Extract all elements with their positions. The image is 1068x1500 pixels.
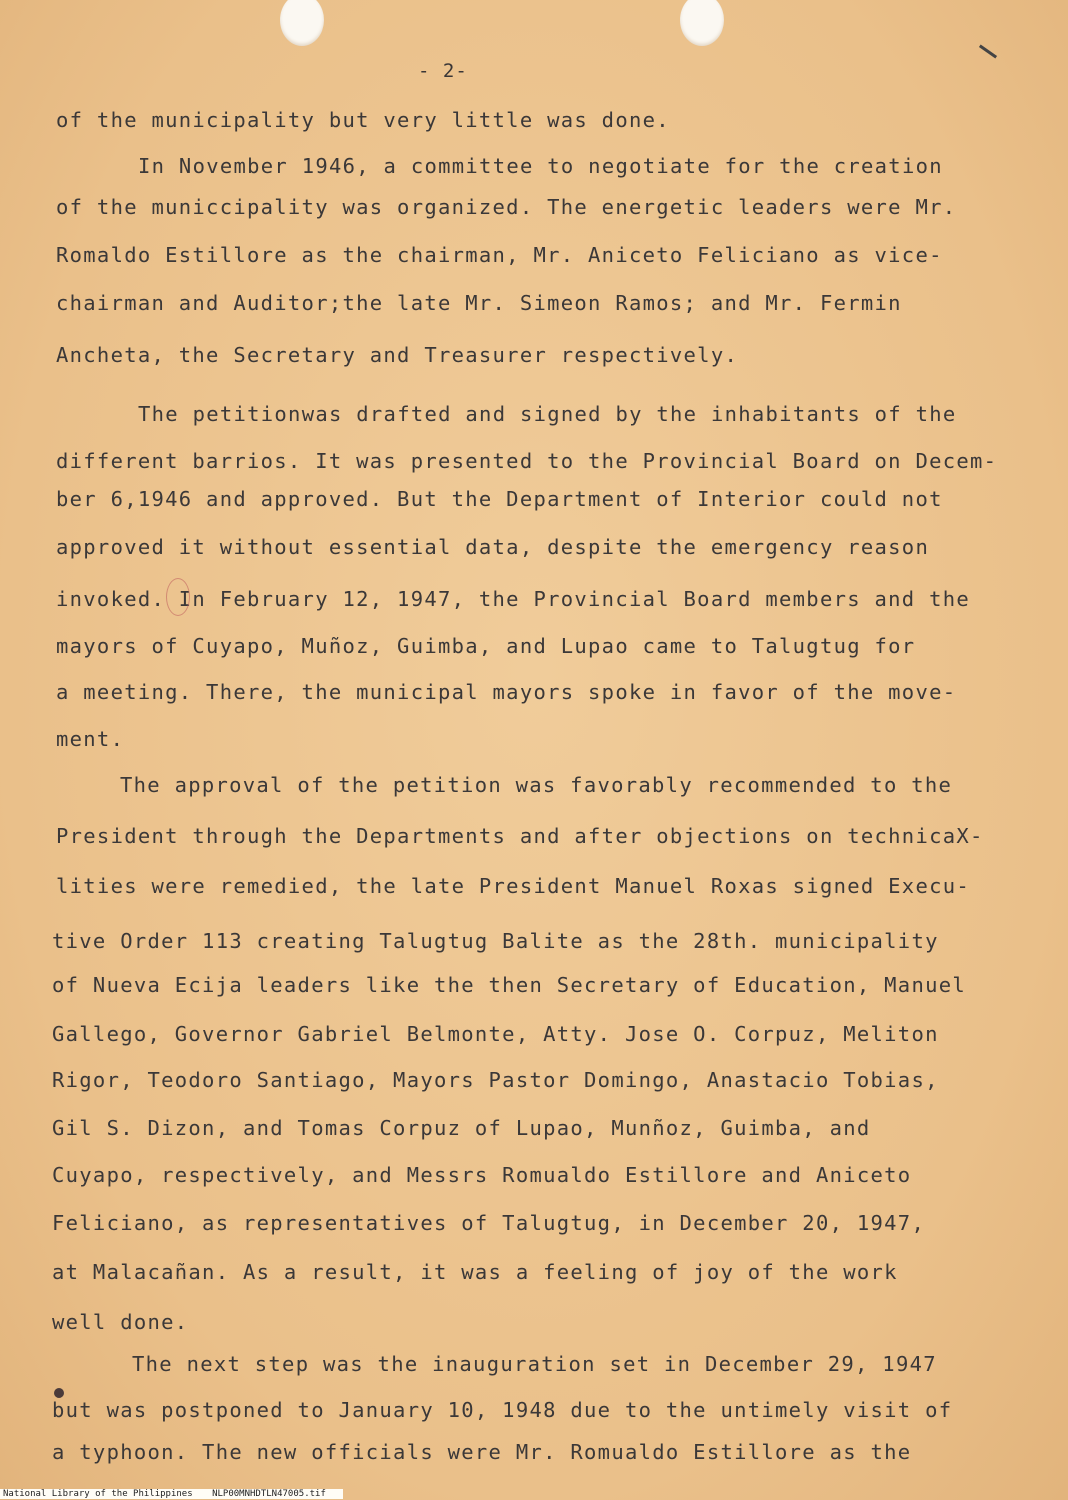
text-line: In November 1946, a committee to negotiate for the creation bbox=[138, 154, 943, 178]
text-line: mayors of Cuyapo, Muñoz, Guimba, and Lupao came to Talugtug for bbox=[56, 634, 916, 658]
text-line: Cuyapo, respectively, and Messrs Romualdo Estillore and Aniceto bbox=[52, 1163, 912, 1187]
text-line: President through the Departments and after objections on technicaX- bbox=[56, 824, 984, 848]
ink-dot bbox=[54, 1388, 64, 1398]
pen-annotation-circle bbox=[166, 578, 190, 616]
text-line: a typhoon. The new officials were Mr. Romualdo Estillore as the bbox=[52, 1440, 912, 1464]
footer-filename: NLP00MNHDTLN47005.tif bbox=[212, 1489, 326, 1499]
text-line: Romaldo Estillore as the chairman, Mr. Aniceto Feliciano as vice- bbox=[56, 243, 943, 267]
text-line: lities were remedied, the late President Manuel Roxas signed Execu- bbox=[56, 874, 971, 898]
punch-hole-right bbox=[680, 0, 724, 46]
pencil-mark bbox=[979, 45, 997, 59]
text-line: Ancheta, the Secretary and Treasurer respectively. bbox=[56, 343, 739, 367]
text-line: Rigor, Teodoro Santiago, Mayors Pastor Domingo, Anastacio Tobias, bbox=[52, 1068, 939, 1092]
text-line: of the municcipality was organized. The energetic leaders were Mr. bbox=[56, 195, 957, 219]
text-line: but was postponed to January 10, 1948 due to the untimely visit of bbox=[52, 1398, 953, 1422]
text-line: well done. bbox=[52, 1310, 189, 1334]
text-line: at Malacañan. As a result, it was a feeling of joy of the work bbox=[52, 1260, 898, 1284]
footer-source: National Library of the Philippines bbox=[3, 1489, 193, 1499]
text-line: ber 6,1946 and approved. But the Department of Interior could not bbox=[56, 487, 943, 511]
text-line: of Nueva Ecija leaders like the then Secretary of Education, Manuel bbox=[52, 973, 967, 997]
text-line: The petitionwas drafted and signed by the inhabitants of the bbox=[138, 402, 957, 426]
text-line: tive Order 113 creating Talugtug Balite as the 28th. municipality bbox=[52, 929, 939, 953]
page-number: - 2- bbox=[418, 60, 468, 82]
text-line: The approval of the petition was favorably recommended to the bbox=[120, 773, 953, 797]
text-line: The next step was the inauguration set in December 29, 1947 bbox=[132, 1352, 937, 1376]
scan-footer bbox=[0, 1489, 343, 1499]
text-line: of the municipality but very little was done. bbox=[56, 108, 670, 132]
text-line: different barrios. It was presented to the Provincial Board on Decem- bbox=[56, 449, 998, 473]
text-line: Gallego, Governor Gabriel Belmonte, Atty. Jose O. Corpuz, Meliton bbox=[52, 1022, 939, 1046]
text-line: ment. bbox=[56, 727, 125, 751]
text-line: approved it without essential data, despite the emergency reason bbox=[56, 535, 930, 559]
text-line: chairman and Auditor;the late Mr. Simeon Ramos; and Mr. Fermin bbox=[56, 291, 902, 315]
text-line: Gil S. Dizon, and Tomas Corpuz of Lupao, Munñoz, Guimba, and bbox=[52, 1116, 871, 1140]
text-line: Feliciano, as representatives of Talugtug, in December 20, 1947, bbox=[52, 1211, 926, 1235]
punch-hole-left bbox=[280, 0, 324, 46]
text-line: invoked. In February 12, 1947, the Provincial Board members and the bbox=[56, 587, 971, 611]
text-line: a meeting. There, the municipal mayors spoke in favor of the move- bbox=[56, 680, 957, 704]
